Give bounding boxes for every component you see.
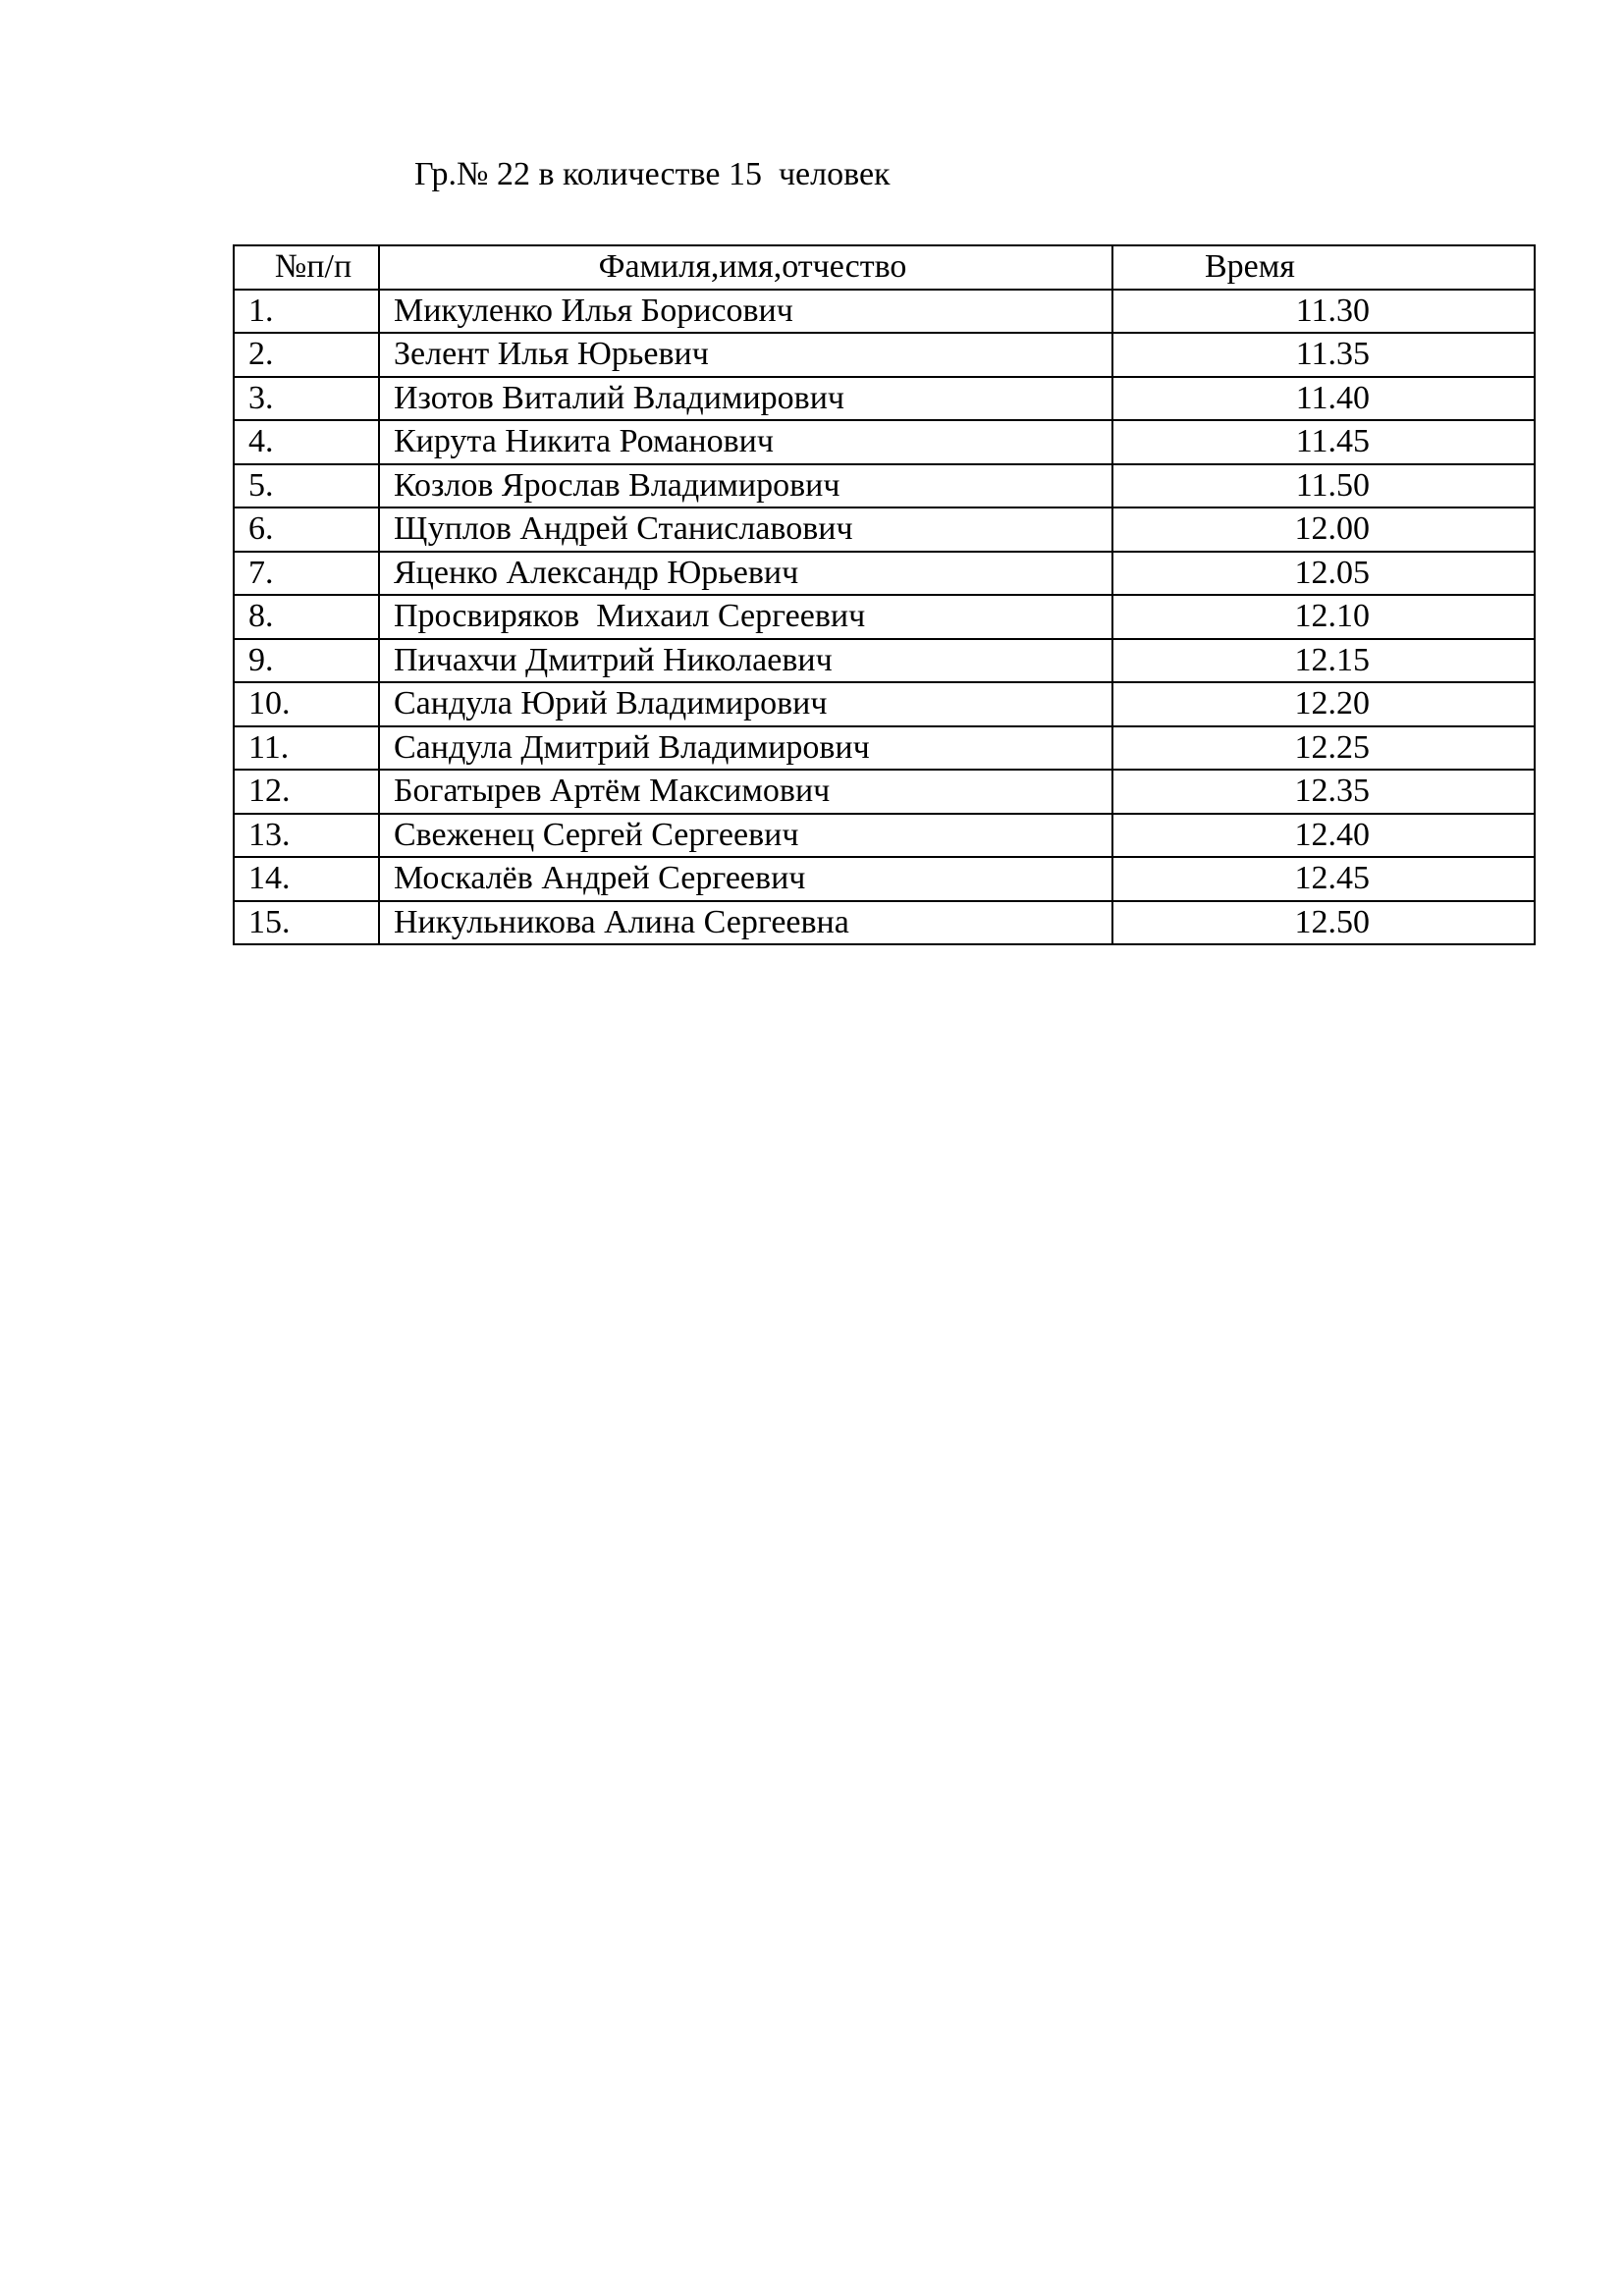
row-full-name: Кирута Никита Романович bbox=[379, 420, 1112, 464]
row-time: 11.50 bbox=[1112, 464, 1535, 508]
table-body bbox=[234, 290, 1535, 945]
row-number: 4. bbox=[234, 420, 379, 464]
table-header bbox=[234, 245, 1535, 290]
table-row bbox=[234, 464, 1535, 508]
header-time: Время bbox=[1112, 245, 1535, 290]
table-row bbox=[234, 333, 1535, 377]
row-full-name: Никульникова Алина Сергеевна bbox=[379, 901, 1112, 945]
row-number: 1. bbox=[234, 290, 379, 334]
header-number: №п/п bbox=[234, 245, 379, 290]
row-number: 15. bbox=[234, 901, 379, 945]
row-time: 12.05 bbox=[1112, 552, 1535, 596]
row-number: 9. bbox=[234, 639, 379, 683]
roster-table bbox=[233, 244, 1536, 945]
row-number: 14. bbox=[234, 857, 379, 901]
header-name: Фамиля,имя,отчество bbox=[379, 245, 1112, 290]
row-time: 12.00 bbox=[1112, 507, 1535, 552]
row-time: 12.20 bbox=[1112, 682, 1535, 726]
row-time: 11.45 bbox=[1112, 420, 1535, 464]
row-time: 12.15 bbox=[1112, 639, 1535, 683]
row-time: 12.40 bbox=[1112, 814, 1535, 858]
row-full-name: Пичахчи Дмитрий Николаевич bbox=[379, 639, 1112, 683]
table-row bbox=[234, 814, 1535, 858]
table-row bbox=[234, 770, 1535, 814]
row-full-name: Богатырев Артём Максимович bbox=[379, 770, 1112, 814]
table-row bbox=[234, 290, 1535, 334]
row-full-name: Просвиряков Михаил Сергеевич bbox=[379, 595, 1112, 639]
table-row bbox=[234, 552, 1535, 596]
table-row bbox=[234, 639, 1535, 683]
row-number: 7. bbox=[234, 552, 379, 596]
table-row bbox=[234, 901, 1535, 945]
row-time: 12.45 bbox=[1112, 857, 1535, 901]
table-row bbox=[234, 726, 1535, 771]
table-row bbox=[234, 857, 1535, 901]
row-number: 2. bbox=[234, 333, 379, 377]
row-time: 11.35 bbox=[1112, 333, 1535, 377]
row-full-name: Козлов Ярослав Владимирович bbox=[379, 464, 1112, 508]
row-time: 12.35 bbox=[1112, 770, 1535, 814]
table-row bbox=[234, 377, 1535, 421]
row-full-name: Сандула Юрий Владимирович bbox=[379, 682, 1112, 726]
row-full-name: Яценко Александр Юрьевич bbox=[379, 552, 1112, 596]
row-full-name: Свеженец Сергей Сергеевич bbox=[379, 814, 1112, 858]
row-number: 8. bbox=[234, 595, 379, 639]
row-number: 12. bbox=[234, 770, 379, 814]
row-full-name: Изотов Виталий Владимирович bbox=[379, 377, 1112, 421]
row-time: 12.50 bbox=[1112, 901, 1535, 945]
row-number: 13. bbox=[234, 814, 379, 858]
row-number: 3. bbox=[234, 377, 379, 421]
row-full-name: Москалёв Андрей Сергеевич bbox=[379, 857, 1112, 901]
table-row bbox=[234, 595, 1535, 639]
row-time: 11.40 bbox=[1112, 377, 1535, 421]
table-row bbox=[234, 682, 1535, 726]
row-time: 12.25 bbox=[1112, 726, 1535, 771]
table-row bbox=[234, 420, 1535, 464]
row-number: 10. bbox=[234, 682, 379, 726]
row-full-name: Щуплов Андрей Станиславович bbox=[379, 507, 1112, 552]
row-full-name: Зелент Илья Юрьевич bbox=[379, 333, 1112, 377]
header-row bbox=[234, 245, 1535, 290]
table-row bbox=[234, 507, 1535, 552]
row-time: 12.10 bbox=[1112, 595, 1535, 639]
row-number: 11. bbox=[234, 726, 379, 771]
row-full-name: Микуленко Илья Борисович bbox=[379, 290, 1112, 334]
row-time: 11.30 bbox=[1112, 290, 1535, 334]
page-title: Гр.№ 22 в количестве 15 человек bbox=[414, 156, 891, 192]
row-full-name: Сандула Дмитрий Владимирович bbox=[379, 726, 1112, 771]
row-number: 5. bbox=[234, 464, 379, 508]
row-number: 6. bbox=[234, 507, 379, 552]
